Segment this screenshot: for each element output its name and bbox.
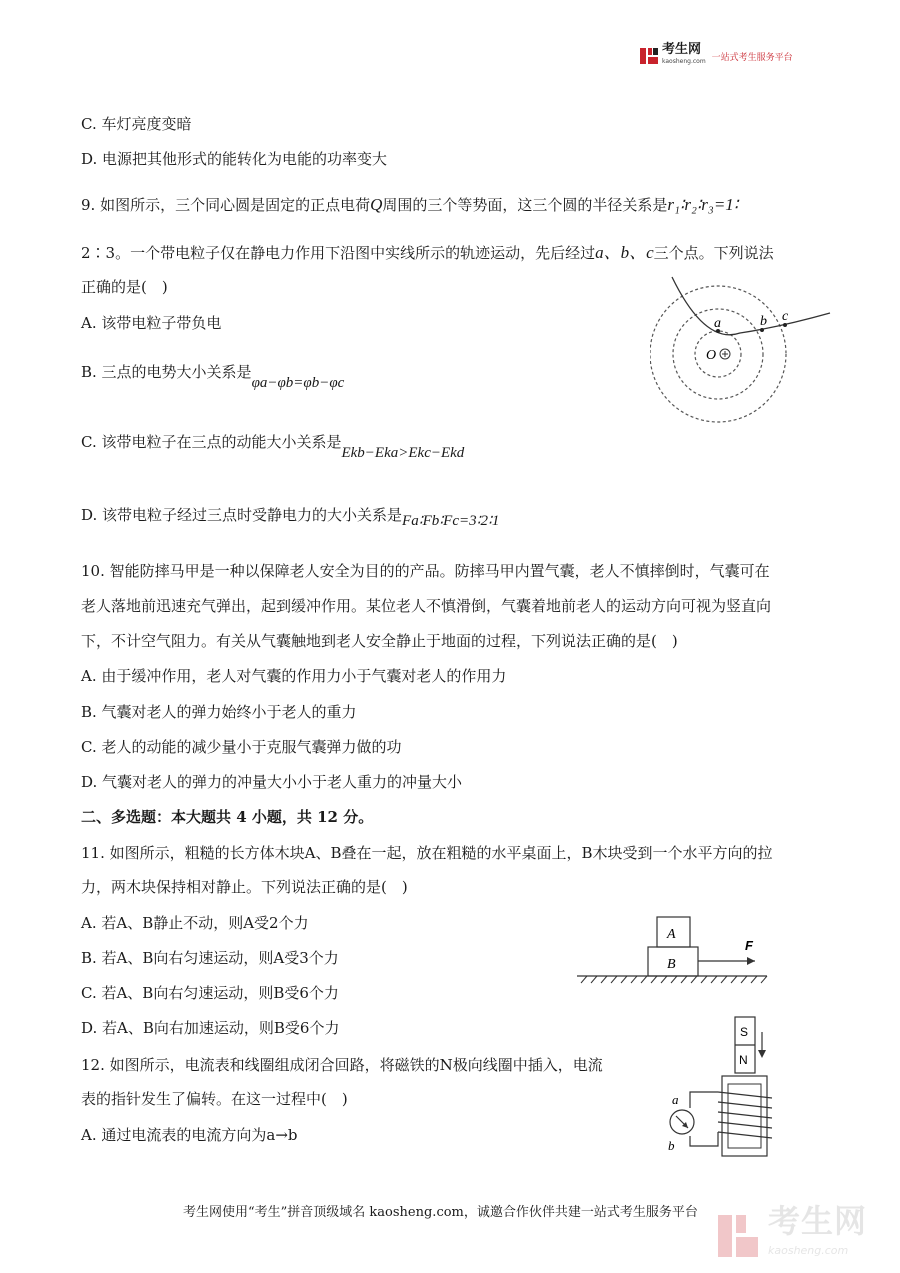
particle-trajectory [672,277,830,335]
svg-text:a: a [714,316,721,331]
q11-option-c: C. 若A、B向右匀速运动，则B受6个力 [81,984,339,1002]
q8-option-c: C. 车灯亮度变暗 [81,115,192,133]
q11-option-b: B. 若A、B向右匀速运动，则A受3个力 [81,949,339,967]
footer-text: 考生网使用“考生”拼音顶级域名 kaosheng.com，诚邀合作伙伴共建一站式考生服务平台 [183,1205,698,1220]
equipotential-outer [650,286,786,422]
svg-text:c: c [782,309,789,324]
q9-option-a: A. 该带电粒子带负电 [81,314,222,332]
q9-option-d: D. 该带电粒子经过三点时受静电力的大小关系是Fa∶Fb∶Fc=3∶2∶1 [81,506,500,529]
logo-text: 考生网 kaosheng.com [662,42,706,65]
q9-option-b: B. 三点的电势大小关系是φa−φb=φb−φc [81,363,345,391]
footer-watermark: 考生网 kaosheng.com [716,1206,867,1266]
svg-text:b: b [760,314,767,329]
svg-text:N: N [739,1053,748,1067]
svg-text:b: b [668,1138,675,1153]
watermark-mark-icon [716,1211,760,1261]
q11-option-a: A. 若A、B静止不动，则A受2个力 [81,914,309,932]
q9-radius-ratio: r₁∶r₂∶r₃=1∶ [667,195,739,214]
svg-text:A: A [667,927,676,942]
coil-former [722,1076,767,1156]
coil-windings [718,1092,772,1138]
q10-option-c: C. 老人的动能的减少量小于克服气囊弹力做的功 [81,738,402,756]
q11-figure [575,912,770,987]
q9-stem-line1: 9. 如图所示，三个同心圆是固定的正点电荷Q周围的三个等势面，这三个圆的半径关系是r₁∶r₂∶r₃=1∶ [81,195,739,214]
q9-stem-line3: 正确的是( ) [81,278,168,296]
q12-option-a: A. 通过电流表的电流方向为a→b [81,1126,298,1144]
equipotential-inner [695,331,741,377]
q10-stem-line2: 老人落地前迅速充气弹出，起到缓冲作用。某位老人不慎滑倒，气囊着地前老人的运动方向可视为竖直向 [81,597,772,615]
q10-stem-line3: 下，不计空气阻力。有关从气囊触地到老人安全静止于地面的过程，下列说法正确的是( ) [81,632,678,650]
logo-slogan: 一站式考生服务平台 [711,52,793,63]
q9-stem-line2: 2∶3。一个带电粒子仅在静电力作用下沿图中实线所示的轨迹运动，先后经过a、b、c三个点。下列说法 [81,243,774,262]
q12-stem-line2: 表的指针发生了偏转。在这一过程中( ) [81,1090,348,1108]
q10-stem-line1: 10. 智能防摔马甲是一种以保障老人安全为目的的产品。防摔马甲内置气囊，老人不慎摔倒时，气囊可在 [81,562,770,580]
svg-text:O: O [706,348,717,363]
q9-figure [650,275,840,425]
svg-text:S: S [740,1025,749,1039]
q12-figure [660,1012,790,1162]
svg-text:B: B [667,957,676,972]
logo-mark-icon [639,46,659,66]
q10-option-a: A. 由于缓冲作用，老人对气囊的作用力小于气囊对老人的作用力 [81,667,507,685]
q11-option-d: D. 若A、B向右加速运动，则B受6个力 [81,1019,340,1037]
svg-text:F: F [745,938,753,953]
q8-option-d: D. 电源把其他形式的能转化为电能的功率变大 [81,150,388,168]
q9-option-c: C. 该带电粒子在三点的动能大小关系是Ekb−Eka>Ekc−Ekd [81,433,465,461]
q10-option-b: B. 气囊对老人的弹力始终小于老人的重力 [81,703,357,721]
section-title: 二、多选题：本大题共 4 小题，共 12 分。 [81,808,374,826]
q11-stem-line2: 力，两木块保持相对静止。下列说法正确的是( ) [81,878,408,896]
q12-stem-line1: 12. 如图所示，电流表和线圈组成闭合回路，将磁铁的N极向线圈中插入，电流 [81,1056,603,1074]
q11-stem-line1: 11. 如图所示，粗糙的长方体木块A、B叠在一起，放在粗糙的水平桌面上，B木块受到一个水平方向的拉 [81,844,773,862]
svg-text:a: a [672,1092,679,1107]
header-logo[interactable] [639,44,793,68]
q10-option-d: D. 气囊对老人的弹力的冲量大小小于老人重力的冲量大小 [81,773,463,791]
